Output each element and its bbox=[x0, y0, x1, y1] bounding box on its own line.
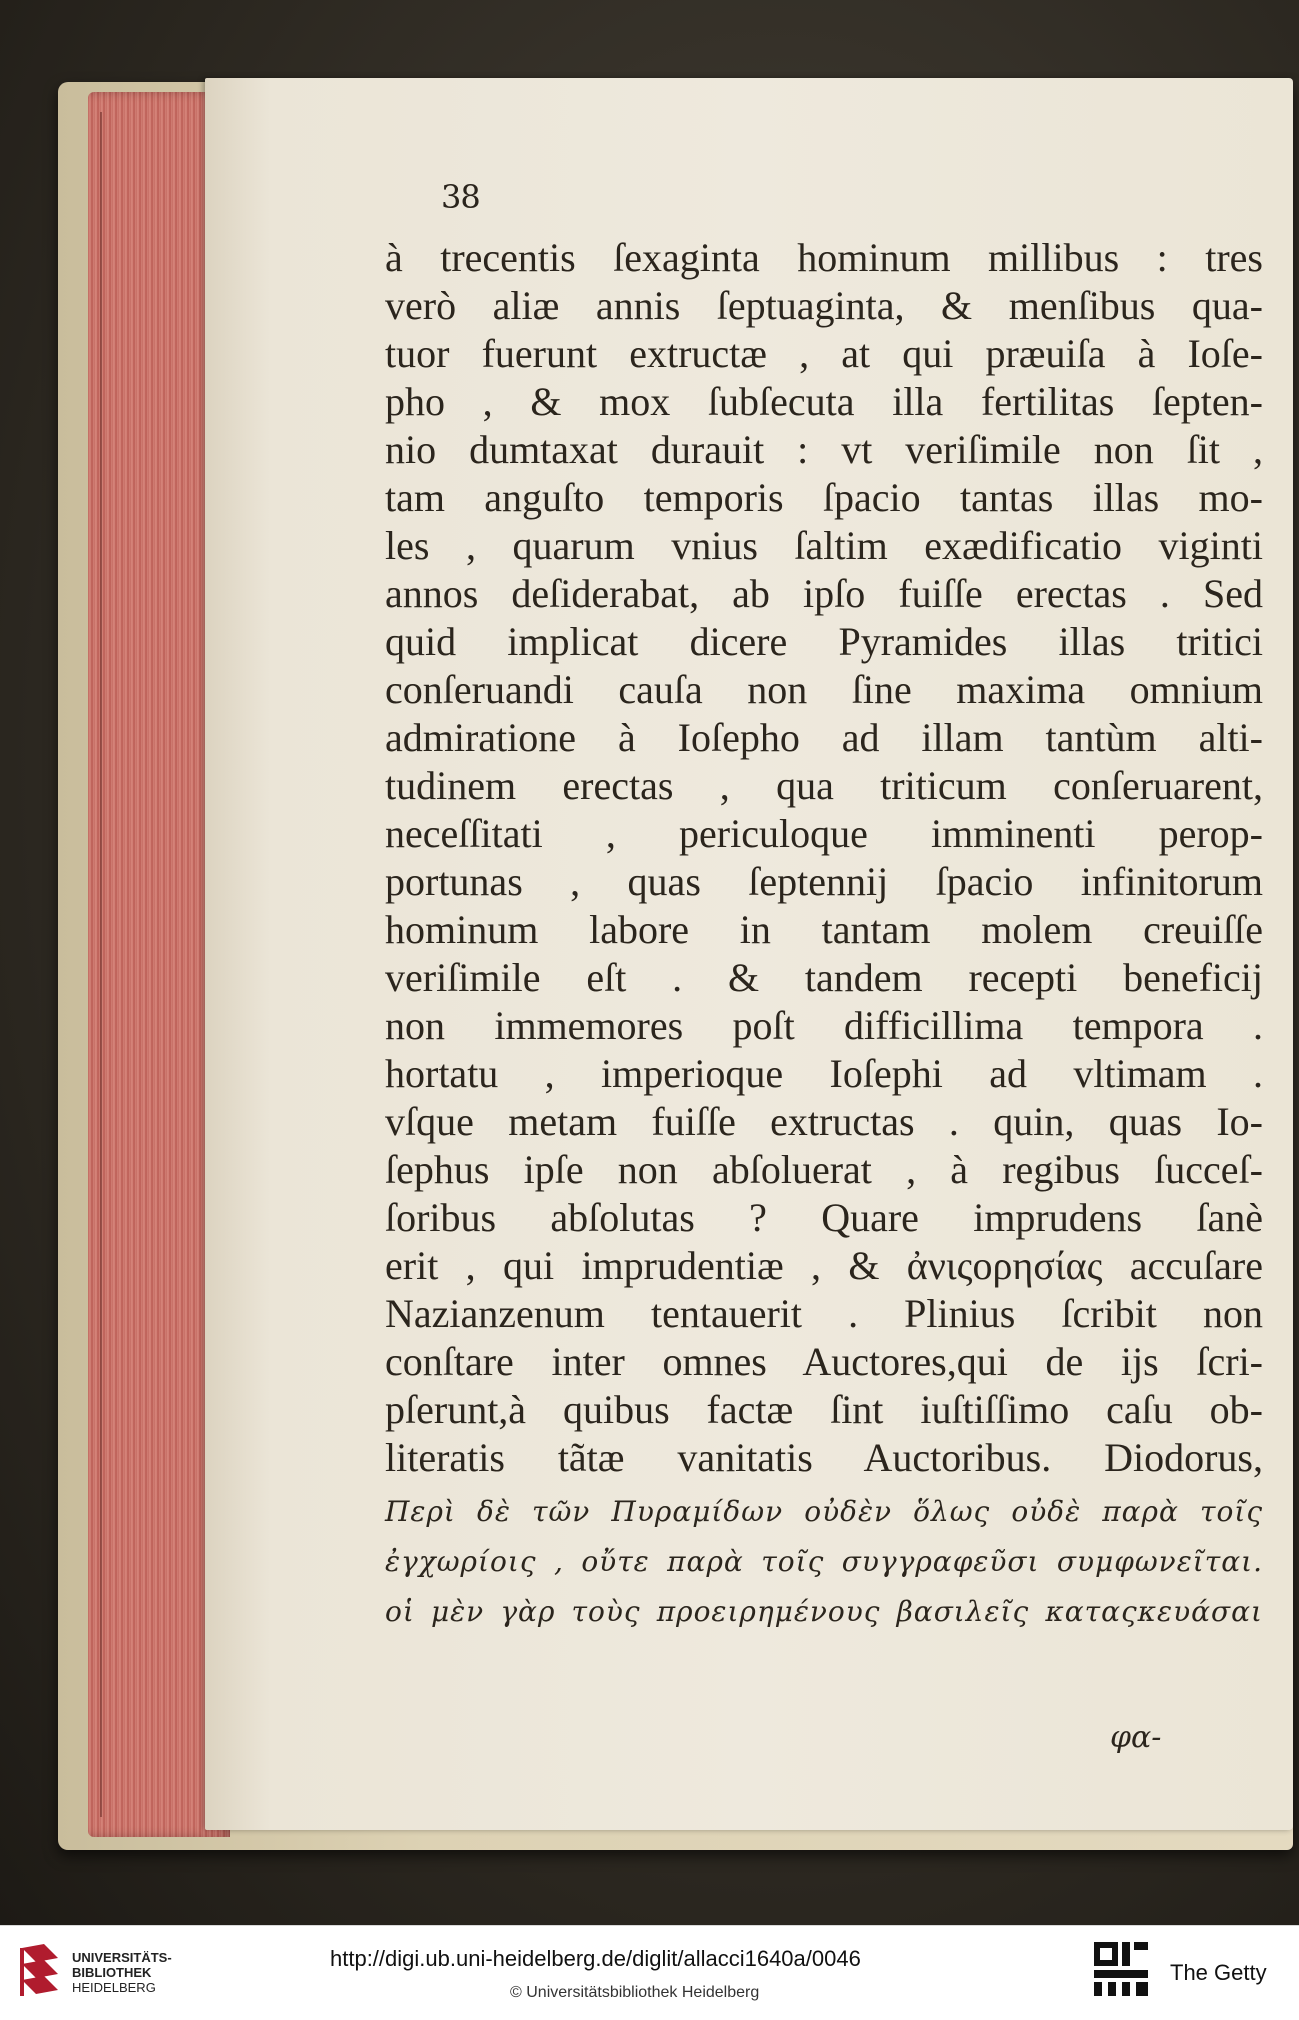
text-line: Nazianzenum tentauerit . Plinius ſcribit non bbox=[385, 1291, 1263, 1336]
text-line: neceſſitati , periculoque imminenti perop- bbox=[385, 811, 1263, 856]
text-line: tam anguſto temporis ſpacio tantas illas mo- bbox=[385, 475, 1263, 520]
text-line: à trecentis ſexaginta hominum millibus : tres bbox=[385, 235, 1263, 280]
text-line: les , quarum vnius ſaltim exædificatio viginti bbox=[385, 523, 1263, 568]
permalink-url[interactable]: http://digi.ub.uni-heidelberg.de/diglit/allacci1640a/0046 bbox=[330, 1946, 861, 1971]
text-line: annos deſiderabat, ab ipſo fuiſſe erectas . Sed bbox=[385, 571, 1263, 616]
text-line: non immemores poſt difficillima tempora . bbox=[385, 1003, 1263, 1048]
text-line: literatis tãtæ vanitatis Auctoribus. Diodorus, bbox=[385, 1435, 1263, 1480]
copyright-notice: © Universitätsbibliothek Heidelberg bbox=[510, 1984, 760, 2001]
text-line: conſtare inter omnes Auctores,qui de ijs ſcri- bbox=[385, 1339, 1263, 1384]
text-line: quid implicat dicere Pyramides illas tritici bbox=[385, 619, 1263, 664]
getty-logo-icon[interactable] bbox=[1092, 1940, 1150, 1998]
greek-text-line: ἐγχωρίοις , οὔτε παρὰ τοῖς συγγραφεῦσι συμφωνεῖται. bbox=[385, 1545, 1263, 1578]
text-line: verò aliæ annis ſeptuaginta, & menſibus qua- bbox=[385, 283, 1263, 328]
page-number: 38 bbox=[441, 178, 480, 216]
text-line: nio dumtaxat durauit : vt veriſimile non ſit , bbox=[385, 427, 1263, 472]
university-library-logo-icon[interactable] bbox=[16, 1940, 64, 2000]
text-line: pho , & mox ſubſecuta illa fertilitas ſepten- bbox=[385, 379, 1263, 424]
greek-text-line: οἱ μὲν γὰρ τοὺς προειρημένους βασιλεῖς καταςκευάσαι bbox=[385, 1595, 1263, 1628]
catchword: φα- bbox=[1110, 1720, 1162, 1755]
text-line: admiratione à Ioſepho ad illam tantùm alti- bbox=[385, 715, 1263, 760]
text-line: hominum labore in tantam molem creuiſſe bbox=[385, 907, 1263, 952]
text-line: ſoribus abſolutas ? Quare imprudens ſanè bbox=[385, 1195, 1263, 1240]
text-line: erit , qui imprudentiæ , & ἀνιςορησίας accuſare bbox=[385, 1243, 1263, 1288]
text-line: conſeruandi cauſa non ſine maxima omnium bbox=[385, 667, 1263, 712]
library-name-line1: UNIVERSITÄTS- bbox=[72, 1950, 172, 1965]
text-line: portunas , quas ſeptennij ſpacio infinitorum bbox=[385, 859, 1263, 904]
text-line: pſerunt,à quibus factæ ſint iuſtiſſimo caſu ob- bbox=[385, 1387, 1263, 1432]
viewer-footer bbox=[0, 1925, 1299, 2020]
text-line: tuor fuerunt extructæ , at qui præuiſa à Ioſe- bbox=[385, 331, 1263, 376]
text-line: vſque metam fuiſſe extructas . quin, quas Io- bbox=[385, 1099, 1263, 1144]
library-name-line2: BIBLIOTHEK bbox=[72, 1965, 152, 1980]
text-line: veriſimile eſt . & tandem recepti beneficij bbox=[385, 955, 1263, 1000]
library-name bbox=[72, 1950, 172, 1995]
text-line: hortatu , imperioque Ioſephi ad vltimam . bbox=[385, 1051, 1263, 1096]
text-line: tudinem erectas , qua triticum conſeruarent, bbox=[385, 763, 1263, 808]
text-line: ſephus ipſe non abſoluerat , à regibus ſucceſ- bbox=[385, 1147, 1263, 1192]
greek-text-line: Περὶ δὲ τῶν Πυραμίδων οὐδὲν ὅλως οὐδὲ παρὰ τοῖς bbox=[385, 1495, 1263, 1528]
library-name-line3: HEIDELBERG bbox=[72, 1980, 156, 1995]
partner-name: The Getty bbox=[1170, 1960, 1267, 1985]
